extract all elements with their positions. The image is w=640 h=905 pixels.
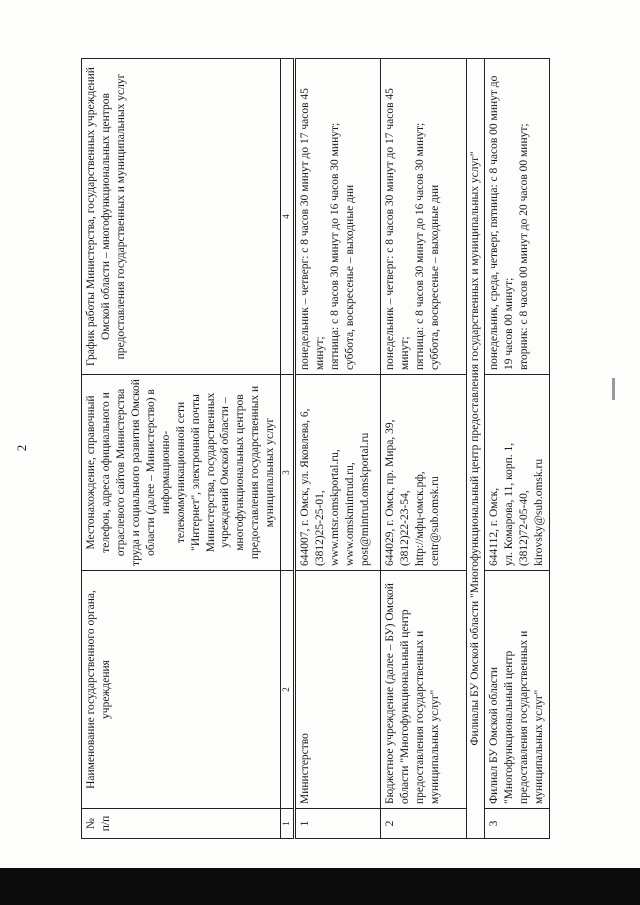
table-row — [484, 59, 549, 839]
header-number: № п/п — [82, 809, 281, 839]
schedule-line: вторник: с 8 часов 00 минут до 20 часов 00 минут; — [517, 123, 530, 370]
section-title: Филиалы БУ Омской области "Многофункциональный центр предоставления государственных и муниципальных услуг" — [466, 59, 484, 839]
contact-line: www.mtsr.omskportal.ru, — [328, 449, 341, 566]
column-number: 3 — [281, 375, 295, 571]
scan-artifact — [612, 378, 615, 400]
contact-line: 644112, г. Омск, — [487, 487, 500, 566]
schedule-line: пятница: с 8 часов 30 минут до 16 часов 30 минут; — [413, 122, 426, 370]
row-number: 3 — [484, 809, 549, 839]
contact-line: www.omskmintrud.ru, — [343, 462, 356, 566]
table-row — [294, 59, 380, 839]
schedule-line: пятница: с 8 часов 30 минут до 16 часов 30 минут; — [328, 122, 341, 370]
contact-line: ул. Комарова, 11, корп. 1, — [502, 442, 515, 566]
schedule-line: понедельник, среда, четверг, пятница: с 8 часов 00 минут до 19 часов 00 минут; — [487, 75, 515, 370]
column-number: 4 — [281, 59, 295, 375]
header-organization-name: Наименование государственного органа, учреждения — [82, 571, 281, 809]
contact-line: 644007, г. Омск, ул. Яковлева, 6, — [298, 408, 311, 566]
column-number-row — [281, 59, 295, 839]
schedule-line: понедельник – четверг: с 8 часов 30 минут до 17 часов 45 минут; — [298, 88, 326, 370]
schedule-line: понедельник – четверг: с 8 часов 30 минут до 17 часов 45 минут; — [383, 88, 411, 370]
contact-line: kirovsky@sub.omsk.ru — [532, 458, 545, 566]
contacts-cell — [484, 375, 549, 571]
contact-line: (3812)25-25-01, — [313, 490, 326, 566]
rotated-table-container — [81, 59, 545, 839]
organization-name: Филиал БУ Омской области "Многофункциональный центр предоставления государственных и муниципальных услуг" — [484, 571, 549, 809]
scan-edge-strip — [0, 868, 640, 905]
schedule-line: суббота, воскресенье – выходные дни — [343, 184, 356, 370]
page-number: 2 — [14, 444, 29, 452]
column-number: 2 — [281, 571, 295, 809]
contact-line: (3812)22-23-54, — [398, 490, 411, 566]
contact-line: post@mintrud.omskportal.ru — [358, 432, 371, 566]
schedule-cell — [484, 59, 549, 375]
table-row — [380, 59, 466, 839]
table-header-row — [82, 59, 281, 839]
organization-name: Бюджетное учреждение (далее – БУ) Омской области "Многофункциональный центр предоставления государственных и муниципальных услуг" — [380, 571, 466, 809]
contact-line: http://мфц-омск.рф, — [413, 471, 426, 566]
contact-line: centr@sub.omsk.ru — [428, 476, 441, 566]
schedule-cell — [294, 59, 380, 375]
header-schedule: График работы Министерства, государственных учреждений Омской области – многофункциональных центров предоставления государственных и муниципальных услуг — [82, 59, 281, 375]
contact-line: (3812)72-05-40, — [517, 490, 530, 566]
schedule-cell — [380, 59, 466, 375]
offices-table — [81, 58, 550, 839]
row-number: 2 — [380, 809, 466, 839]
header-location-contacts: Местонахождение, справочный телефон, адреса официального и отраслевого сайтов Министерства труда и социального развития Омской области (далее – Министерство) в информационно-телекоммуникационной сети "Интернет", электронной почты Министерства, государственных учреждений Омской области – многофункциональных центров предоставления государственных и муниципальных услуг — [82, 375, 281, 571]
organization-name: Министерство — [294, 571, 380, 809]
schedule-line: суббота, воскресенье – выходные дни — [428, 184, 441, 370]
contacts-cell — [380, 375, 466, 571]
contacts-cell — [294, 375, 380, 571]
column-number: 1 — [281, 809, 295, 839]
section-row — [466, 59, 484, 839]
contact-line: 644029, г. Омск, пр. Мира, 39, — [383, 419, 396, 566]
row-number: 1 — [294, 809, 380, 839]
